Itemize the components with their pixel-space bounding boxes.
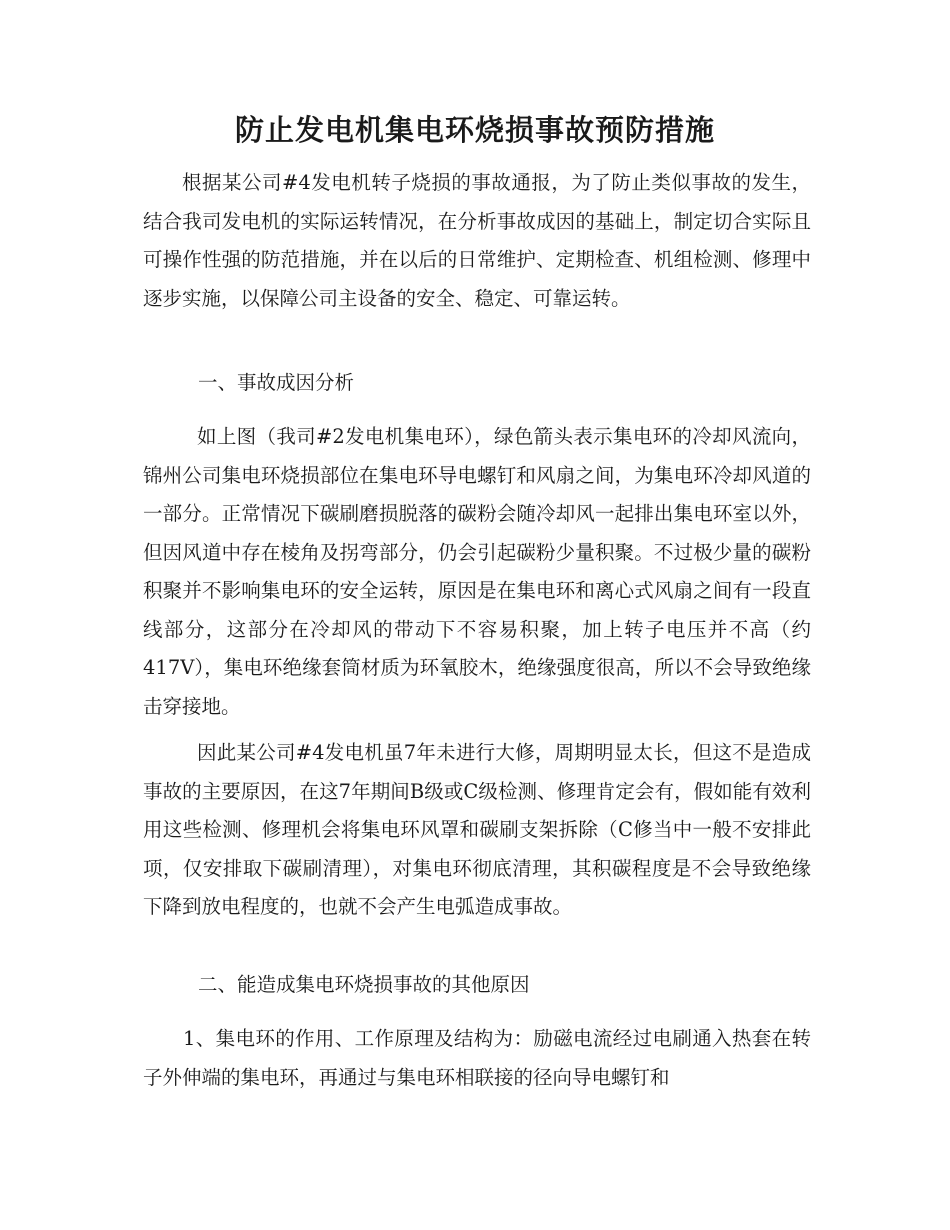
section-1-heading: 一、事故成因分析 [198, 371, 355, 394]
document-title: 防止发电机集电环烧损事故预防措施 [234, 113, 715, 147]
intro-paragraph: 根据某公司#4发电机转子烧损的事故通报，为了防止类似事故的发生，结合我司发电机的实际运转情况，在分析事故成因的基础上，制定切合实际且可操作性强的防范措施，并在以后的日常维护、定期检查、机组检测、修理中逐步实施，以保障公司主设备的安全、稳定、可靠运转。 [143, 171, 811, 310]
section-1-paragraph-1: 如上图（我司#2发电机集电环），绿色箭头表示集电环的冷却风流向，锦州公司集电环烧损部位在集电环导电螺钉和风扇之间，为集电环冷却风道的一部分。正常情况下碳刷磨损脱落的碳粉会随冷却风一起排出集电环室以外，但因风道中存在棱角及拐弯部分，仍会引起碳粉少量积聚。不过极少量的碳粉积聚并不影响集电环的安全运转，原因是在集电环和离心式风扇之间有一段直线部分，这部分在冷却风的带动下不容易积聚，加上转子电压并不高（约417V），集电环绝缘套筒材质为环氧胶木，绝缘强度很高，所以不会导致绝缘击穿接地。 [143, 425, 811, 718]
section-2-paragraph-1: 1、集电环的作用、工作原理及结构为：励磁电流经过电刷通入热套在转子外伸端的集电环，再通过与集电环相联接的径向导电螺钉和 [143, 1027, 811, 1089]
section-1-paragraph-2: 因此某公司#4发电机虽7年未进行大修，周期明显太长，但这不是造成事故的主要原因，在这7年期间B级或C级检测、修理肯定会有，假如能有效利用这些检测、修理机会将集电环风罩和碳刷支架拆除（C修当中一般不安排此项，仅安排取下碳刷清理），对集电环彻底清理，其积碳程度是不会导致绝缘下降到放电程度的，也就不会产生电弧造成事故。 [143, 741, 811, 918]
section-2-heading: 二、能造成集电环烧损事故的其他原因 [198, 973, 530, 996]
